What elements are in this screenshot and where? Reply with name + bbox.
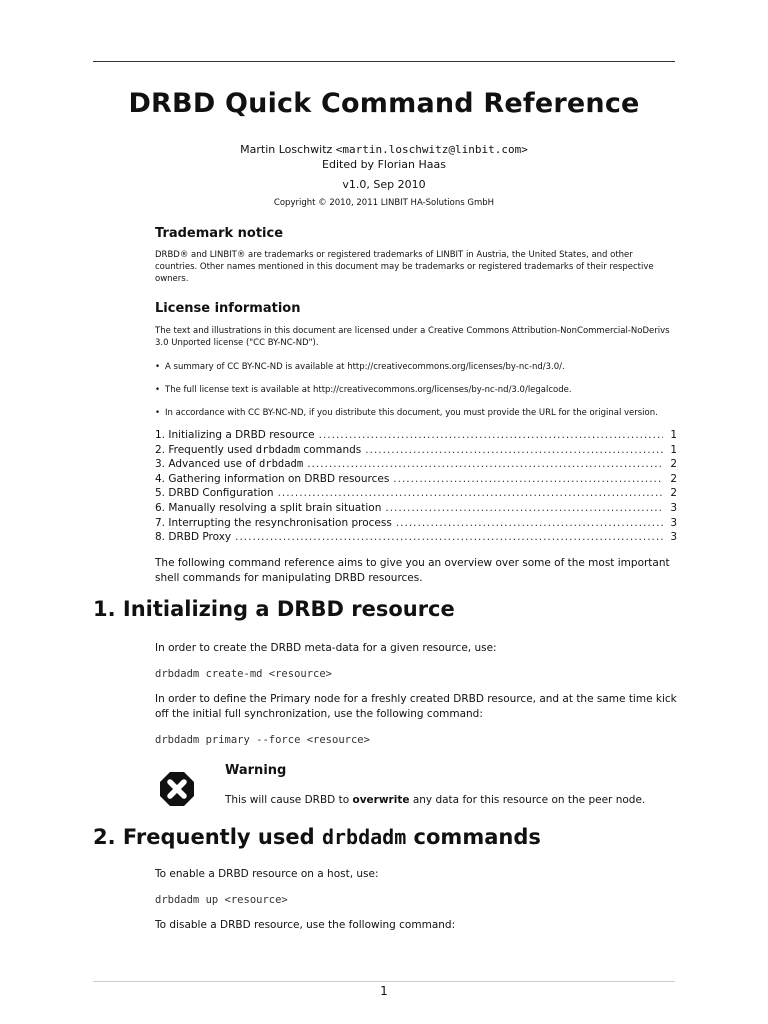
- license-bullet: • A summary of CC BY-NC-ND is available at http://creativecommons.org/licenses/by-nc-nd/3.0/.: [155, 361, 677, 373]
- warning-x-icon: [159, 771, 195, 807]
- section-2-heading-code: drbdadm: [321, 825, 407, 849]
- section-1-paragraph: In order to create the DRBD meta-data for a given resource, use:: [155, 642, 497, 654]
- warning-text: [225, 794, 645, 806]
- toc-leader: [396, 516, 663, 531]
- code-drbdadm-up: drbdadm up <resource>: [155, 894, 288, 906]
- warning-text-post: any data for this resource on the peer node.: [409, 794, 646, 806]
- toc-item-page: 3: [670, 531, 677, 544]
- trademark-heading: Trademark notice: [155, 226, 284, 241]
- toc-item-label: 5. DRBD Configuration: [155, 487, 274, 500]
- toc-leader: [385, 501, 663, 516]
- code-create-md: drbdadm create-md <resource>: [155, 668, 333, 680]
- author-line: [0, 143, 768, 156]
- toc-leader: [307, 457, 663, 472]
- toc-item[interactable]: [155, 486, 677, 501]
- toc-item-page: 2: [670, 487, 677, 500]
- license-bullet: • In accordance with CC BY-NC-ND, if you distribute this document, you must provide the URL for the original version.: [155, 407, 677, 419]
- license-section: [155, 301, 677, 419]
- toc-item[interactable]: [155, 443, 677, 458]
- trademark-section: [155, 226, 677, 285]
- toc-item-label: 4. Gathering information on DRBD resources: [155, 472, 390, 485]
- toc-item-label: 1. Initializing a DRBD resource: [155, 429, 315, 441]
- toc-item[interactable]: [155, 530, 677, 545]
- toc-item-label: 3. Advanced use of: [155, 458, 259, 471]
- section-1-body: [155, 641, 677, 746]
- toc-item-label: 8. DRBD Proxy: [155, 531, 232, 544]
- intro-block: [155, 556, 677, 586]
- page-title: DRBD Quick Command Reference: [128, 88, 640, 119]
- author-email-link[interactable]: <martin.loschwitz@linbit.com>: [335, 143, 528, 156]
- section-2-heading: [93, 825, 541, 849]
- warning-text-pre: This will cause DRBD to: [225, 794, 353, 806]
- toc-leader: [365, 443, 663, 458]
- toc-item[interactable]: [155, 501, 677, 516]
- license-text: The text and illustrations in this document are licensed under a Creative Commons Attribution-NonCommercial-NoDerivs 3.0 Unported license ("CC BY-NC-ND").: [155, 326, 670, 348]
- toc-item-page: 1: [670, 429, 677, 441]
- warning-text-bold: overwrite: [352, 794, 410, 806]
- toc-item-label: 6. Manually resolving a split brain situation: [155, 501, 382, 514]
- toc-item-code: drbdadm: [258, 458, 304, 471]
- toc-leader: [319, 428, 663, 443]
- toc-item-code: drbdadm: [255, 443, 301, 456]
- section-2-heading-post: commands: [406, 825, 541, 849]
- section-2-body: [155, 867, 677, 933]
- toc-leader: [278, 486, 663, 501]
- trademark-text: DRBD® and LINBIT® are trademarks or registered trademarks of LINBIT in Austria, the United States, and other countries. Other names mentioned in this document may be trademarks or registered trademarks of their respective owners.: [155, 250, 654, 284]
- author-name: Martin Loschwitz: [240, 143, 336, 156]
- toc-item-label-suffix: commands: [300, 443, 362, 456]
- toc-item-page: 1: [670, 443, 677, 456]
- toc-leader: [235, 530, 663, 545]
- table-of-contents: [155, 428, 677, 545]
- toc-item-page: 3: [670, 501, 677, 514]
- toc-item-page: 2: [670, 458, 677, 471]
- license-heading: License information: [155, 301, 301, 316]
- section-1-heading: 1. Initializing a DRBD resource: [93, 597, 455, 621]
- code-primary-force: drbdadm primary --force <resource>: [155, 734, 370, 746]
- section-2-paragraph: To disable a DRBD resource, use the following command:: [155, 919, 456, 931]
- section-2-heading-pre: 2. Frequently used: [93, 825, 322, 849]
- copyright-line: Copyright © 2010, 2011 LINBIT HA-Solutions GmbH: [273, 198, 495, 208]
- toc-item[interactable]: [155, 457, 677, 472]
- toc-item[interactable]: [155, 428, 677, 443]
- intro-paragraph: The following command reference aims to give you an overview over some of the most important shell commands for manipulating DRBD resources.: [155, 557, 670, 584]
- bottom-rule: [93, 981, 675, 982]
- section-1-paragraph: In order to define the Primary node for a freshly created DRBD resource, and at the same time kick off the initial full synchronization, use the following command:: [155, 693, 677, 720]
- toc-item-label: 7. Interrupting the resynchronisation process: [155, 516, 392, 529]
- editor-line: Edited by Florian Haas: [322, 158, 446, 171]
- license-bullet: • The full license text is available at http://creativecommons.org/licenses/by-nc-nd/3.0/legalcode.: [155, 384, 677, 396]
- warning-title: Warning: [225, 763, 287, 778]
- version-line: v1.0, Sep 2010: [342, 178, 426, 191]
- toc-item[interactable]: [155, 472, 677, 487]
- top-rule: [93, 61, 675, 62]
- toc-item-page: 2: [670, 472, 677, 485]
- toc-leader: [393, 472, 663, 487]
- toc-item-page: 3: [670, 516, 677, 529]
- toc-item[interactable]: [155, 516, 677, 531]
- section-2-paragraph: To enable a DRBD resource on a host, use:: [155, 868, 379, 880]
- page-number: 1: [380, 984, 388, 998]
- toc-item-label: 2. Frequently used: [155, 443, 256, 456]
